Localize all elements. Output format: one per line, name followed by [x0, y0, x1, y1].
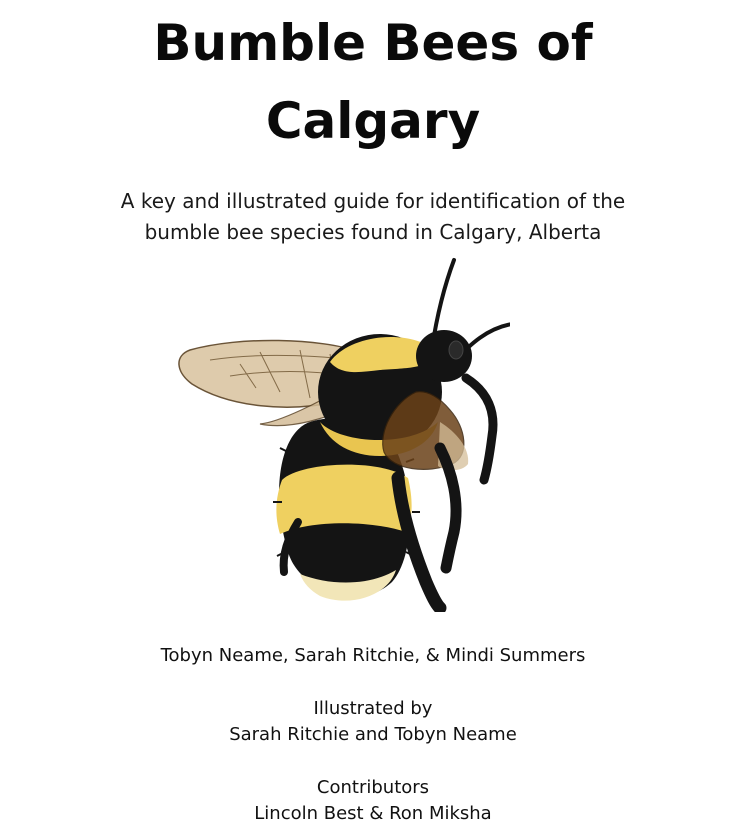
title-line-1: Bumble Bees of	[153, 14, 593, 72]
subtitle-line-1: A key and illustrated guide for identification of the	[120, 189, 626, 213]
eye	[449, 341, 463, 359]
contributors: Lincoln Best & Ron Miksha	[254, 803, 492, 824]
bumble-bee-illustration	[170, 252, 510, 612]
illustrators: Sarah Ritchie and Tobyn Neame	[229, 724, 517, 745]
title-line-2: Calgary	[265, 92, 481, 150]
middle-leg	[440, 448, 456, 568]
illustrated-by-label: Illustrated by	[313, 698, 433, 719]
authors: Tobyn Neame, Sarah Ritchie, & Mindi Summers	[160, 645, 586, 666]
contributors-label: Contributors	[316, 777, 430, 798]
front-leg	[466, 378, 493, 480]
subtitle-line-2: bumble bee species found in Calgary, Alberta	[144, 220, 602, 244]
